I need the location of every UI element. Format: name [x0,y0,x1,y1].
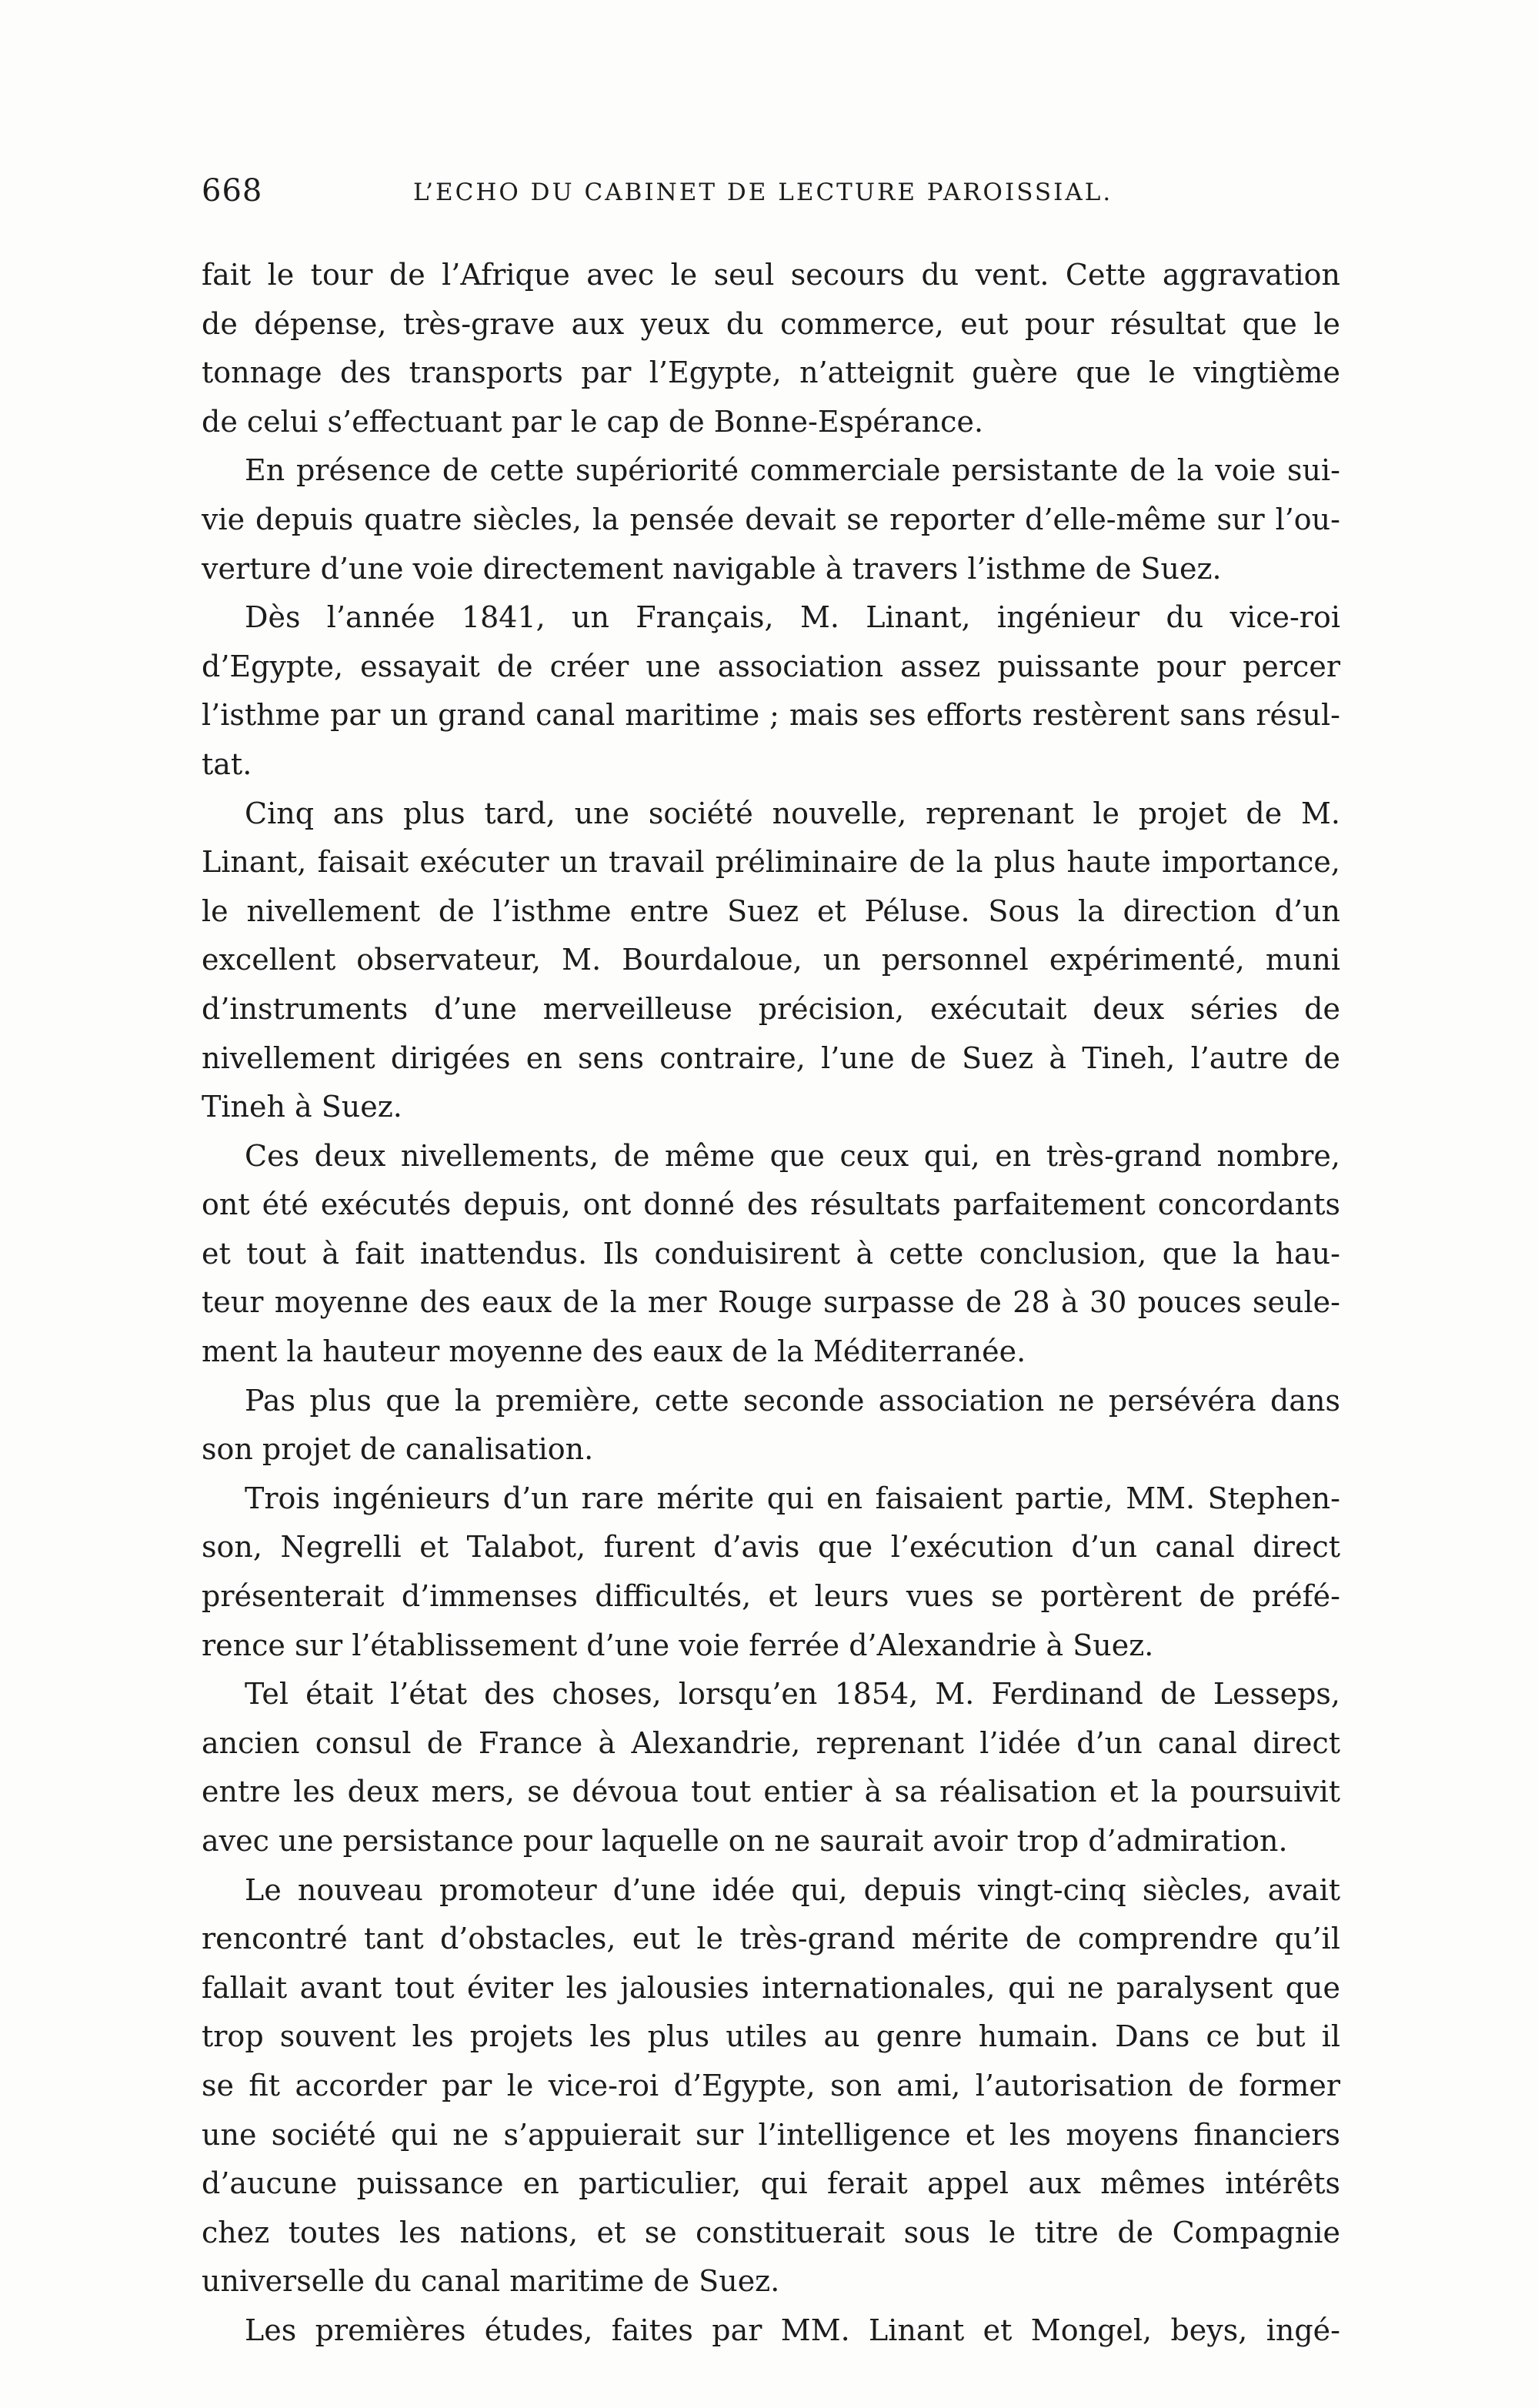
body-text [202,251,1340,2356]
paragraph [202,593,1340,789]
text-line: se fit accorder par le vice-roi d’Egypte, son ami, l’autorisation de former [202,2068,1340,2102]
text-line: chez toutes les nations, et se constituerait sous le titre de Compagnie [202,2215,1340,2249]
text-line: le nivellement de l’isthme entre Suez et Péluse. Sous la direction d’un [202,893,1340,928]
text-line: universelle du canal maritime de Suez. [202,2264,780,2299]
text-line: Tel était l’état des choses, lorsqu’en 1854, M. Ferdinand de Lesseps, [245,1677,1340,1712]
paragraph [202,790,1340,1132]
text-line: verture d’une voie directement navigable à travers l’isthme de Suez. [202,551,1222,586]
text-line: son, Negrelli et Talabot, furent d’avis que l’exécution d’un canal direct [202,1530,1340,1565]
text-line: Trois ingénieurs d’un rare mérite qui en faisaient partie, MM. Stephen- [245,1481,1340,1515]
page-number: 668 [202,173,263,209]
text-line: de dépense, très-grave aux yeux du commerce, eut pour résultat que le [202,306,1340,341]
text-line: Cinq ans plus tard, une société nouvelle, reprenant le projet de M. [245,796,1340,830]
running-head [202,168,1340,214]
text-line: En présence de cette supériorité commerciale persistante de la voie sui- [245,453,1340,488]
paragraph [202,1866,1340,2306]
text-line: fallait avant tout éviter les jalousies internationales, qui ne paralysent que [202,1970,1340,2005]
paragraph [202,1132,1340,1377]
text-line: de celui s’effectuant par le cap de Bonne-Espérance. [202,404,984,439]
text-line: vie depuis quatre siècles, la pensée devait se reporter d’elle-même sur l’ou- [202,502,1340,536]
text-line: tat. [202,746,252,781]
text-line: nivellement dirigées en sens contraire, l’une de Suez à Tineh, l’autre de [202,1040,1340,1075]
text-line: Les premières études, faites par MM. Linant et Mongel, beys, ingé- [245,2313,1340,2347]
paragraph [202,1377,1340,1475]
paragraph [202,2306,1340,2356]
text-line: son projet de canalisation. [202,1432,594,1467]
paragraph [202,1475,1340,1670]
text-line: fait le tour de l’Afrique avec le seul secours du vent. Cette aggravation [202,258,1340,292]
text-line: ancien consul de France à Alexandrie, reprenant l’idée d’un canal direct [202,1725,1340,1760]
paragraph [202,446,1340,593]
text-line: Pas plus que la première, cette seconde association ne persévéra dans [245,1383,1340,1418]
text-line: une société qui ne s’appuierait sur l’intelligence et les moyens financiers [202,2117,1340,2152]
text-line: présenterait d’immenses difficultés, et leurs vues se portèrent de préfé- [202,1579,1340,1614]
text-line: Linant, faisait exécuter un travail préliminaire de la plus haute importance, [202,845,1340,880]
text-line: entre les deux mers, se dévoua tout entier à sa réalisation et la poursuivit [202,1775,1340,1809]
text-line: et tout à fait inattendus. Ils conduisirent à cette conclusion, que la hau- [202,1236,1340,1271]
text-line: d’Egypte, essayait de créer une association assez puissante pour percer [202,649,1340,683]
text-line: d’instruments d’une merveilleuse précision, exécutait deux séries de [202,991,1340,1026]
text-line: Ces deux nivellements, de même que ceux qui, en très-grand nombre, [245,1138,1340,1173]
text-line: trop souvent les projets les plus utiles au genre humain. Dans ce but il [202,2019,1340,2054]
text-line: l’isthme par un grand canal maritime ; mais ses efforts restèrent sans résul- [202,698,1340,733]
text-line: teur moyenne des eaux de la mer Rouge surpasse de 28 à 30 pouces seule- [202,1285,1340,1320]
text-line: rence sur l’établissement d’une voie ferrée d’Alexandrie à Suez. [202,1628,1154,1662]
text-line: Dès l’année 1841, un Français, M. Linant, ingénieur du vice-roi [245,600,1340,635]
journal-title: L’ECHO DU CABINET DE LECTURE PAROISSIAL. [413,179,1113,206]
text-line: avec une persistance pour laquelle on ne saurait avoir trop d’admiration. [202,1824,1288,1858]
text-line: ont été exécutés depuis, ont donné des résultats parfaitement concordants [202,1187,1340,1222]
paragraph [202,1670,1340,1865]
paragraph [202,251,1340,446]
text-line: excellent observateur, M. Bourdaloue, un personnel expérimenté, muni [202,943,1340,977]
text-line: d’aucune puissance en particulier, qui ferait appel aux mêmes intérêts [202,2166,1340,2201]
text-line: rencontré tant d’obstacles, eut le très-grand mérite de comprendre qu’il [202,1922,1340,1956]
text-line: Tineh à Suez. [202,1090,402,1124]
text-line: Le nouveau promoteur d’une idée qui, depuis vingt-cinq siècles, avait [245,1872,1340,1907]
text-line: tonnage des transports par l’Egypte, n’atteignit guère que le vingtième [202,356,1340,390]
text-line: ment la hauteur moyenne des eaux de la Méditerranée. [202,1334,1026,1369]
